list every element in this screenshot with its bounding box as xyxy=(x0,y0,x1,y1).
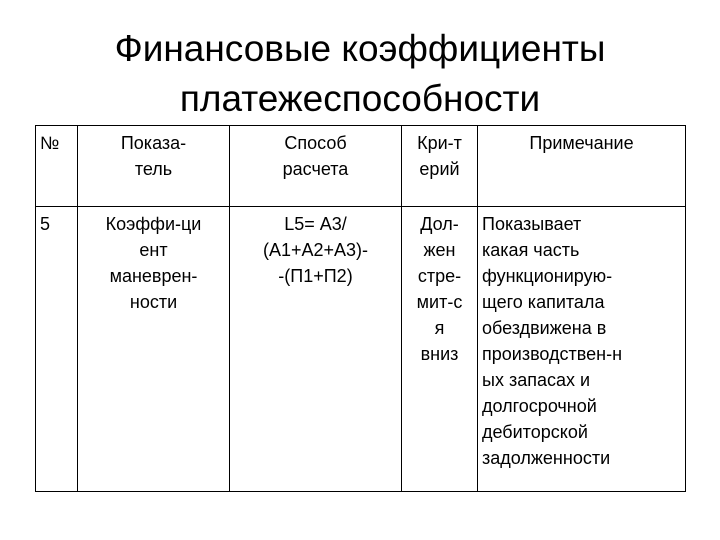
coefficients-table xyxy=(35,125,686,492)
title-line-1: Финансовые коэффициенты xyxy=(114,28,606,69)
row-method: L5= А3/ (А1+А2+А3)- -(П1+П2) xyxy=(230,207,402,492)
row-criterion: Дол- жен стре- мит-с я вниз xyxy=(402,207,478,492)
header-method: Способ расчета xyxy=(230,126,402,207)
row-num: 5 xyxy=(36,207,78,492)
slide-title xyxy=(0,24,720,124)
header-num: № xyxy=(36,126,78,207)
header-criterion: Кри-т ерий xyxy=(402,126,478,207)
row-note: Показывает какая часть функционирую- щего капитала обездвижена в производствен-н ых запасах и долгосрочной дебиторской задолженности xyxy=(478,207,686,492)
header-indicator: Показа- тель xyxy=(78,126,230,207)
row-indicator: Коэффи-ци ент маневрен- ности xyxy=(78,207,230,492)
header-note: Примечание xyxy=(478,126,686,207)
title-line-2: платежеспособности xyxy=(179,78,541,119)
table-row xyxy=(36,207,686,492)
table-header-row xyxy=(36,126,686,207)
